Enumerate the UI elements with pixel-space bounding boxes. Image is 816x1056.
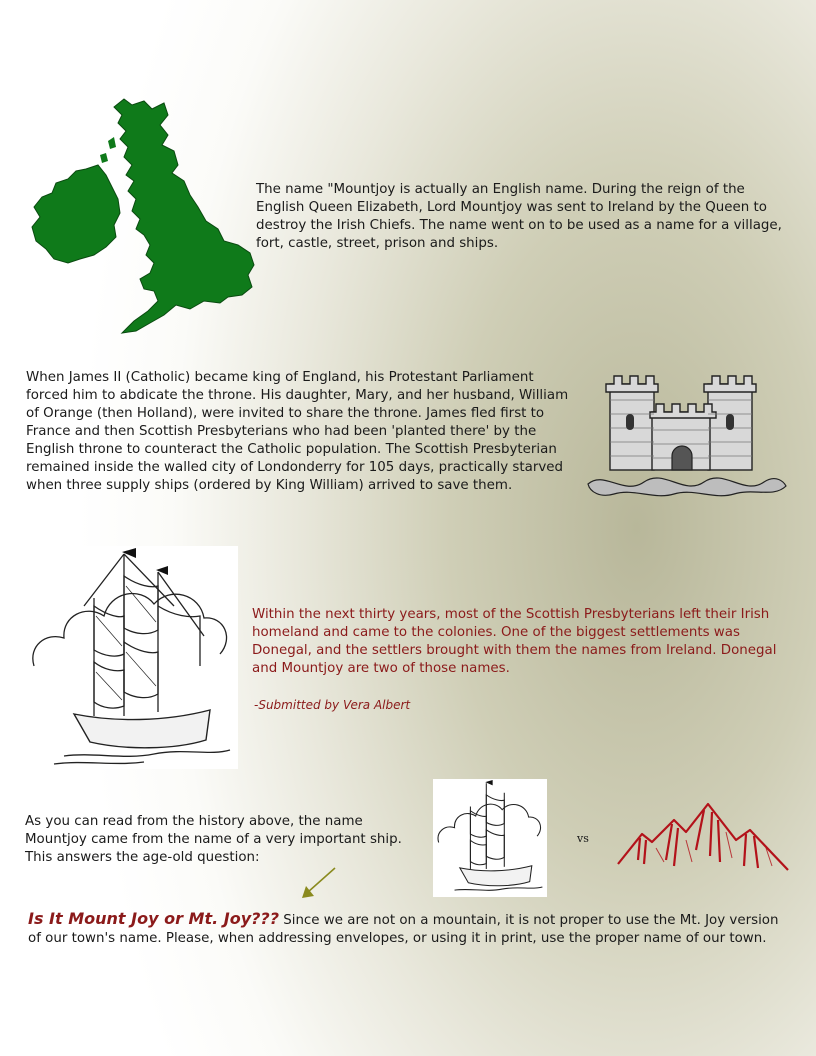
james-paragraph: When James II (Catholic) became king of England, his Protestant Parliament forced him to abdicate the throne. His daughter, Mary, and her husband, William of Orange (then Holland), were invited to share the throne. James fled first to France and then Scottish Presbyterians who had been 'planted there' by the English throne to counteract the Catholic population. The Scottish Presbyterian remained inside the walled city of Londonderry for 105 days, practically starved when three supply ships (ordered by King William) arrived to save them. [26,370,569,493]
conclusion-text: Since we are not on a mountain, it is not proper to use the Mt. Joy version of our town's name. Please, when addressing envelopes, or using it in print, use the proper name of our town. [28,913,779,946]
conclusion-paragraph [28,910,788,948]
sailing-ship-sketch [24,546,238,769]
vs-label: vs [577,832,589,845]
intro-paragraph: The name "Mountjoy is actually an English name. During the reign of the English Queen Elizabeth, Lord Mountjoy was sent to Ireland by the Queen to destroy the Irish Chiefs. The name went on to be used as a name for a village, fort, castle, street, prison and ships. [256,182,782,251]
conclusion-heading: Is It Mount Joy or Mt. Joy??? [28,909,279,928]
mountain-sketch [616,800,790,874]
colonies-paragraph: Within the next thirty years, most of the Scottish Presbyterians left their Irish homeland and came to the colonies. One of the biggest settlements was Donegal, and the settlers brought with them the names from Ireland. Donegal and Mountjoy are two of those names. [252,607,777,676]
question-paragraph: As you can read from the history above, the name Mountjoy came from the name of a very important ship. This answers the age-old question: [25,814,402,865]
sailing-ship-thumbnail [433,779,547,897]
british-isles-map [28,95,256,335]
arrow [298,866,338,900]
signature: -Submitted by Vera Albert [254,698,411,712]
castle-illustration [584,370,788,500]
